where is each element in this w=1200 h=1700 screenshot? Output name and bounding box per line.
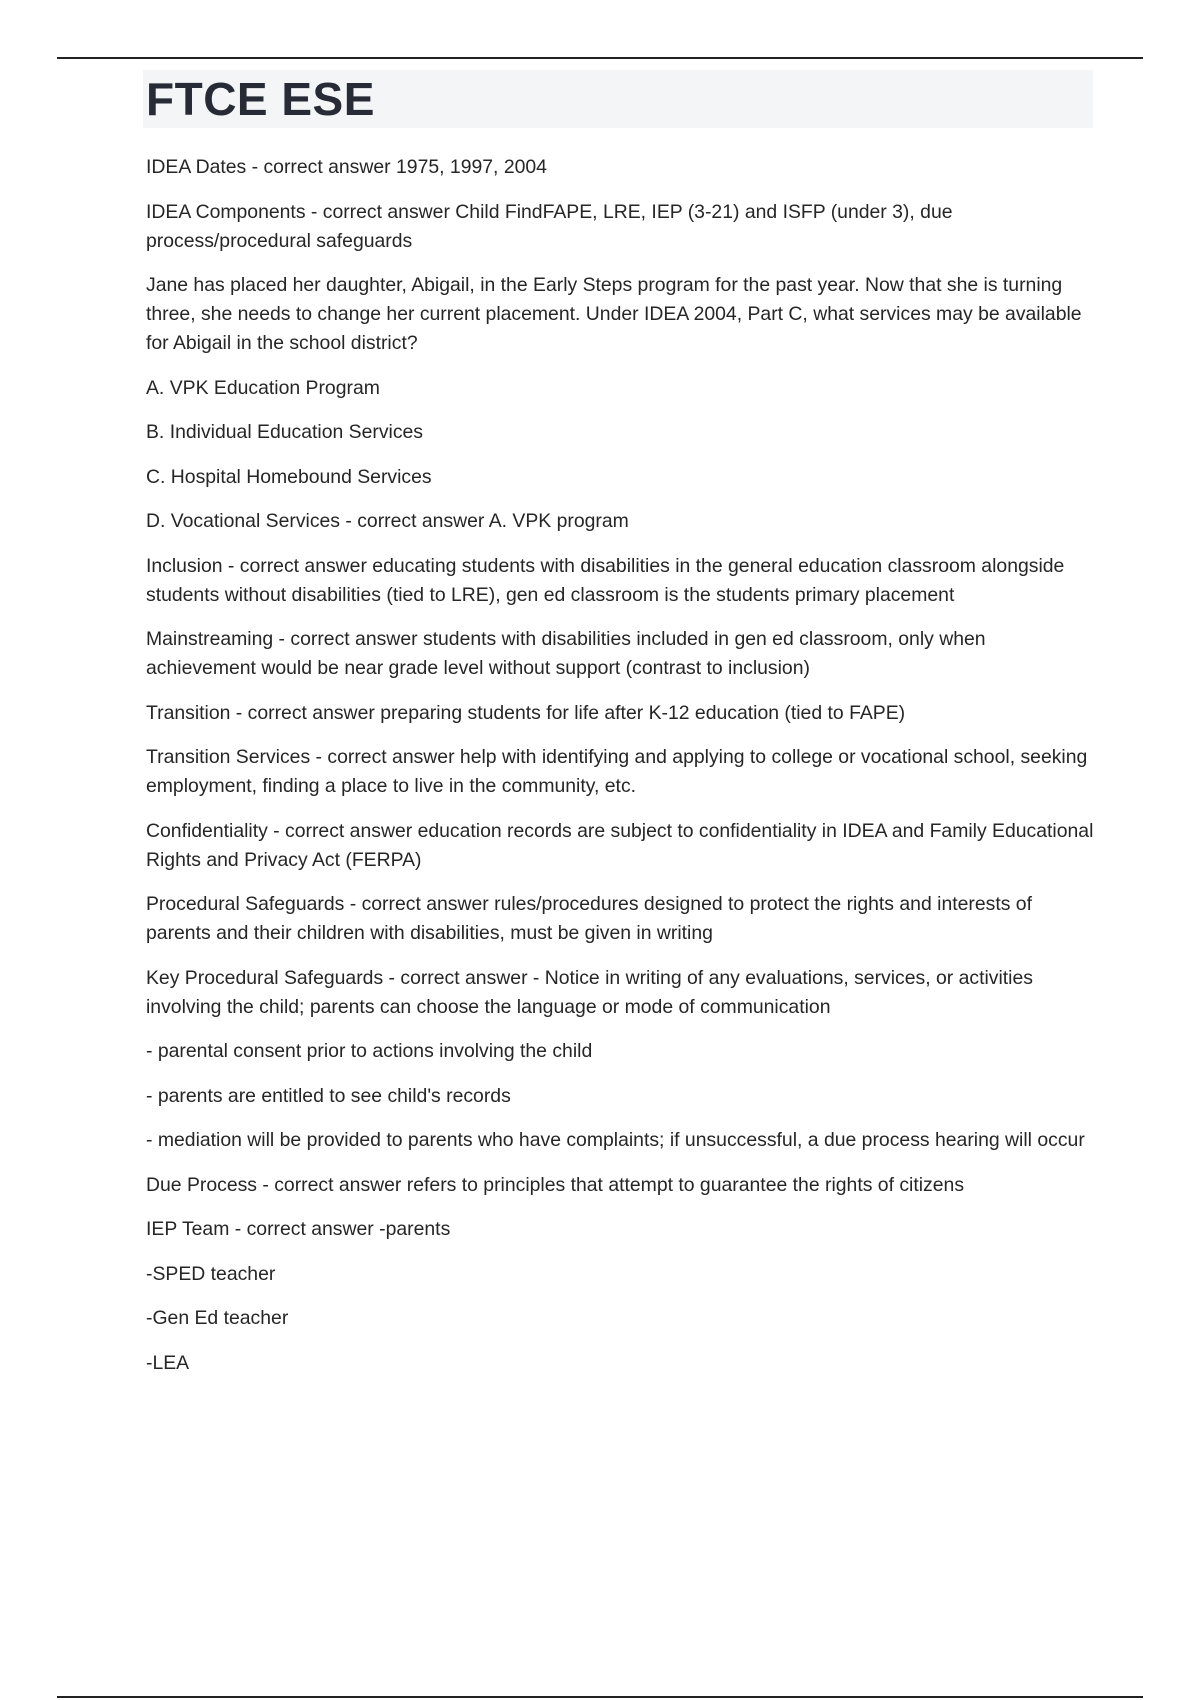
paragraph-transition: Transition - correct answer preparing students for life after K-12 education (tied to FAPE) [146,701,906,724]
paragraph-inclusion: Inclusion - correct answer educating students with disabilities in the general education classroom alongside students without disabilities (tied to LRE), gen ed classroom is the students primary placement [146,554,1065,606]
paragraph-lea: -LEA [146,1351,190,1374]
top-rule [57,57,1143,59]
paragraph-confidentiality: Confidentiality - correct answer education records are subject to confidentiality in IDEA and Family Educational Rights and Privacy Act (FERPA) [146,819,1094,871]
paragraph-due-process: Due Process - correct answer refers to principles that attempt to guarantee the rights of citizens [146,1173,965,1196]
paragraph-option-d: D. Vocational Services - correct answer A. VPK program [146,510,629,532]
paragraph-sped-teacher: -SPED teacher [146,1262,276,1285]
paragraph-option-c: C. Hospital Homebound Services [146,465,432,488]
paragraph-procedural-safeguards: Procedural Safeguards - correct answer rules/procedures designed to protect the rights and interests of parents and their children with disabilities, must be given in writing [146,893,1032,944]
paragraph-option-b: B. Individual Education Services [146,421,424,443]
paragraph-gen-ed-teacher: -Gen Ed teacher [146,1307,289,1329]
paragraph-parents-records: - parents are entitled to see child's records [146,1084,511,1107]
paragraph-idea-components: IDEA Components - correct answer Child FindFAPE, LRE, IEP (3-21) and ISFP (under 3), due process/procedural safeguards [146,200,953,252]
document-body [146,153,1096,1393]
paragraph-iep-team: IEP Team - correct answer -parents [146,1218,451,1240]
paragraph-mainstreaming: Mainstreaming - correct answer students with disabilities included in gen ed classroom, only when achievement would be near grade level without support (contrast to inclusion) [146,628,986,679]
paragraph-idea-dates: IDEA Dates - correct answer 1975, 1997, 2004 [146,156,547,178]
bottom-rule [57,1696,1143,1698]
paragraph-transition-services: Transition Services - correct answer help with identifying and applying to college or vocational school, seeking employment, finding a place to live in the community, etc. [146,746,1088,797]
paragraph-parental-consent: - parental consent prior to actions involving the child [146,1040,593,1062]
paragraph-mediation: - mediation will be provided to parents who have complaints; if unsuccessful, a due process hearing will occur [146,1129,1085,1151]
paragraph-key-procedural-safeguards: Key Procedural Safeguards - correct answer - Notice in writing of any evaluations, services, or activities involving the child; parents can choose the language or mode of communication [146,966,1033,1018]
page-title: FTCE ESE [146,73,375,125]
paragraph-option-a: A. VPK Education Program [146,376,380,399]
title-band [143,70,1093,128]
paragraph-jane-question: Jane has placed her daughter, Abigail, in the Early Steps program for the past year. Now that she is turning three, she needs to change her current placement. Under IDEA 2004, Part C, what services may be available for Abigail in the school district? [146,274,1082,354]
